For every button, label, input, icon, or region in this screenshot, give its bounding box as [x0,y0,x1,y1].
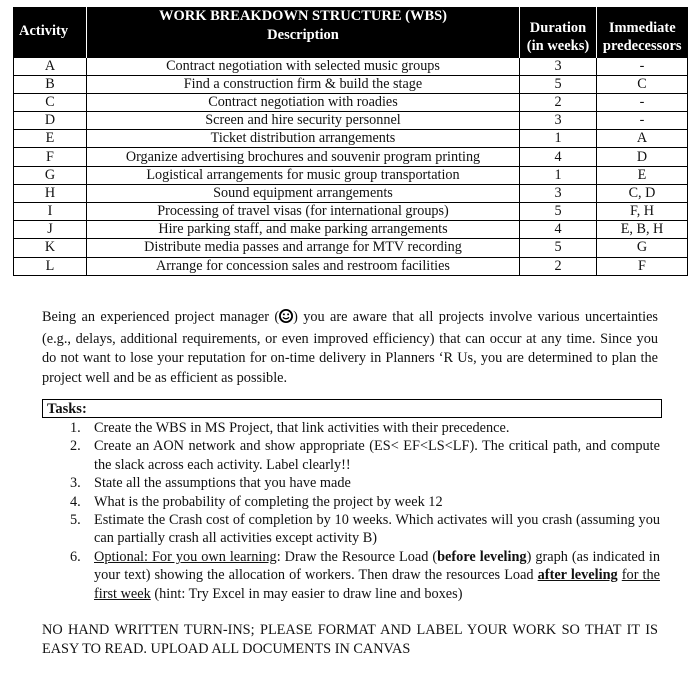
activity-cell: H [14,184,87,202]
duration-cell: 3 [520,184,597,202]
predecessors-cell: - [597,112,688,130]
predecessors-cell: - [597,93,688,111]
header-description [87,7,520,57]
header-activity: Activity [14,7,87,57]
after-leveling-text: after leveling [537,567,618,584]
duration-cell: 2 [520,93,597,111]
activity-cell: J [14,221,87,239]
table-row [14,148,688,166]
wbs-header-row [14,7,688,57]
task-colon: : [276,548,281,565]
table-row [14,75,688,93]
activity-cell: D [14,112,87,130]
description-cell: Hire parking staff, and make parking arrangements [87,221,520,239]
predecessors-cell: E [597,166,688,184]
description-cell: Find a construction firm & build the stage [87,75,520,93]
task-item [70,493,660,511]
description-cell: Screen and hire security personnel [87,112,520,130]
predecessors-cell: F [597,257,688,275]
header-duration [520,7,597,57]
wbs-body [14,57,688,275]
intro-text-start: Being an experienced project manager ( [42,309,280,325]
tasks-header-box [42,399,662,418]
task-text: Create the WBS in MS Project, that link activities with their precedence. [94,420,510,436]
task-text: State all the assumptions that you have made [94,475,351,492]
smiley-icon [279,309,293,330]
first-week-text: for the first week [94,567,660,602]
activity-cell: E [14,130,87,148]
predecessors-cell: C [597,75,688,93]
predecessors-cell: G [597,239,688,257]
table-row [14,239,688,257]
predecessors-cell: A [597,130,688,148]
task-item [70,437,660,474]
table-row [14,130,688,148]
table-row [14,93,688,111]
predecessors-cell: - [597,57,688,75]
description-cell: Processing of travel visas (for international groups) [87,203,520,221]
predecessors-label-2: predecessors [602,37,682,54]
duration-cell: 1 [520,130,597,148]
task-item [70,511,660,548]
description-cell: Organize advertising brochures and souvenir program printing [87,148,520,166]
task-item [70,419,660,437]
task-number: 5. [70,512,81,529]
duration-cell: 5 [520,75,597,93]
duration-cell: 4 [520,221,597,239]
description-label: Description [267,27,339,43]
predecessors-cell: C, D [597,184,688,202]
table-row [14,166,688,184]
predecessors-cell: D [597,148,688,166]
table-row [14,57,688,75]
predecessors-cell: E, B, H [597,221,688,239]
task-text: Estimate the Crash cost of completion by 10 weeks. Which activates will you crash (assuming you can partially crash all activities except activity B) [94,512,660,547]
table-row [14,112,688,130]
task-text: What is the probability of completing the project by week 12 [94,493,443,510]
task-item [70,548,660,603]
description-cell: Contract negotiation with selected music groups [87,57,520,75]
description-cell: Logistical arrangements for music group transportation [87,166,520,184]
task-number: 3. [70,475,81,492]
before-leveling-text: before leveling [437,548,527,565]
submission-note: NO HAND WRITTEN TURN-INS; PLEASE FORMAT AND LABEL YOUR WORK SO THAT IT IS EASY TO READ. UPLOAD ALL DOCUMENTS IN CANVAS [42,622,658,657]
table-row [14,203,688,221]
task-number: 6. [70,548,81,565]
table-row [14,184,688,202]
task-item [70,474,660,492]
duration-unit-label: (in weeks) [526,37,590,54]
table-row [14,221,688,239]
task-text: (hint: Try Excel in may easier to draw line and boxes) [150,585,463,602]
activity-cell: A [14,57,87,75]
task-text: ) graph (as indicated in your text) showing the allocation of workers. Then draw the resources Load [94,548,660,584]
description-cell: Distribute media passes and arrange for MTV recording [87,239,520,257]
wbs-title: WORK BREAKDOWN STRUCTURE (WBS) [158,8,448,24]
predecessors-label-1: Immediate [608,19,676,36]
task-number: 1. [70,420,81,436]
duration-cell: 3 [520,57,597,75]
task-text: Draw the Resource Load ( [280,548,438,565]
description-cell: Ticket distribution arrangements [87,130,520,148]
activity-cell: L [14,257,87,275]
header-predecessors [597,7,688,57]
intro-text-end: ) you are aware that all projects involve various uncertainties (e.g., delays, additional requirements, or even improved efficiency) that can occur at any time. Since you do not want to lose your reputation for on-time delivery in Planners ‘R Us, you are determined to plan the project well and be as efficient as possible. [42,309,658,386]
intro-paragraph [42,308,658,388]
optional-label: Optional: For you own learning [94,548,277,565]
duration-cell: 3 [520,112,597,130]
description-cell: Sound equipment arrangements [87,184,520,202]
activity-cell: F [14,148,87,166]
description-cell: Arrange for concession sales and restroom facilities [87,257,520,275]
duration-cell: 5 [520,203,597,221]
predecessors-cell: F, H [597,203,688,221]
duration-cell: 4 [520,148,597,166]
task-number: 2. [70,438,81,455]
wbs-table [13,7,688,276]
task-text: Create an AON network and show appropriate (ES< EF<LS<LF). The critical path, and compute the slack across each activity. Label clearly!! [94,438,660,473]
tasks-list [70,419,660,603]
description-cell: Contract negotiation with roadies [87,93,520,111]
table-row [14,257,688,275]
activity-cell: K [14,239,87,257]
activity-cell: G [14,166,87,184]
duration-cell: 1 [520,166,597,184]
duration-label: Duration [529,19,587,36]
tasks-title: Tasks: [47,401,87,417]
activity-cell: B [14,75,87,93]
activity-cell: C [14,93,87,111]
activity-cell: I [14,203,87,221]
duration-cell: 5 [520,239,597,257]
duration-cell: 2 [520,257,597,275]
task-number: 4. [70,493,81,510]
